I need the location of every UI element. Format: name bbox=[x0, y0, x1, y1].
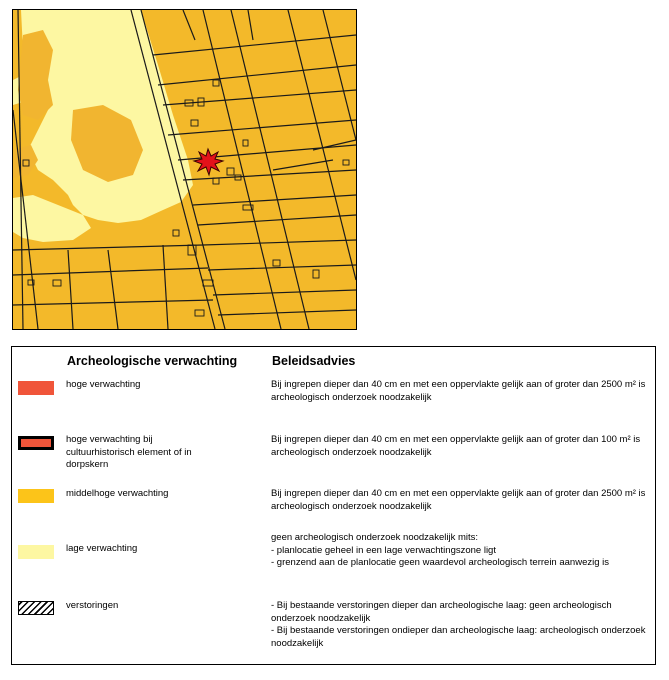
map-canvas bbox=[13, 10, 356, 329]
legend-header-expectation: Archeologische verwachting bbox=[67, 354, 238, 368]
legend-header-policy: Beleidsadvies bbox=[272, 354, 356, 368]
legend-label-low: lage verwachting bbox=[66, 543, 138, 554]
swatch-low-expectation bbox=[18, 545, 54, 559]
legend-advice-medium: Bij ingrepen dieper dan 40 cm en met een oppervlakte gelijk aan of groter dan 2500 m² is archeologisch onderzoek noodzakelijk bbox=[271, 488, 646, 512]
map-legend bbox=[11, 346, 656, 665]
medium-expectation-patch bbox=[18, 30, 53, 120]
swatch-disturbances bbox=[18, 601, 54, 615]
legend-label-medium: middelhoge verwachting bbox=[66, 488, 169, 499]
legend-advice-high: Bij ingrepen dieper dan 40 cm en met een oppervlakte gelijk aan of groter dan 2500 m² is archeologisch onderzoek noodzakelijk bbox=[271, 379, 646, 403]
legend-label-disturbances: verstoringen bbox=[66, 600, 119, 611]
legend-advice-high-heritage: Bij ingrepen dieper dan 40 cm en met een oppervlakte gelijk aan of groter dan 100 m² is archeologisch onderzoek noodzakelijk bbox=[271, 434, 641, 458]
swatch-high-expectation bbox=[18, 381, 54, 395]
legend-label-high: hoge verwachting bbox=[66, 379, 141, 390]
legend-label-high-heritage: hoge verwachting bij cultuurhistorisch element of in dorpskern bbox=[66, 434, 192, 470]
legend-advice-disturbances: - Bij bestaande verstoringen dieper dan archeologische laag: geen archeologisch onderzoek noodzakelijk - Bij bestaande verstoringen ondieper dan archeologische laag: archeologisch onderzoek noodzakelijk bbox=[271, 600, 646, 649]
swatch-medium-expectation bbox=[18, 489, 54, 503]
archaeology-map[interactable] bbox=[12, 9, 357, 330]
swatch-high-expectation-heritage bbox=[18, 436, 54, 450]
legend-advice-low: geen archeologisch onderzoek noodzakelijk mits: - planlocatie geheel in een lage verwachtingszone ligt - grenzend aan de planlocatie geen waardevol archeologisch terrein aanwezig is bbox=[271, 532, 609, 568]
